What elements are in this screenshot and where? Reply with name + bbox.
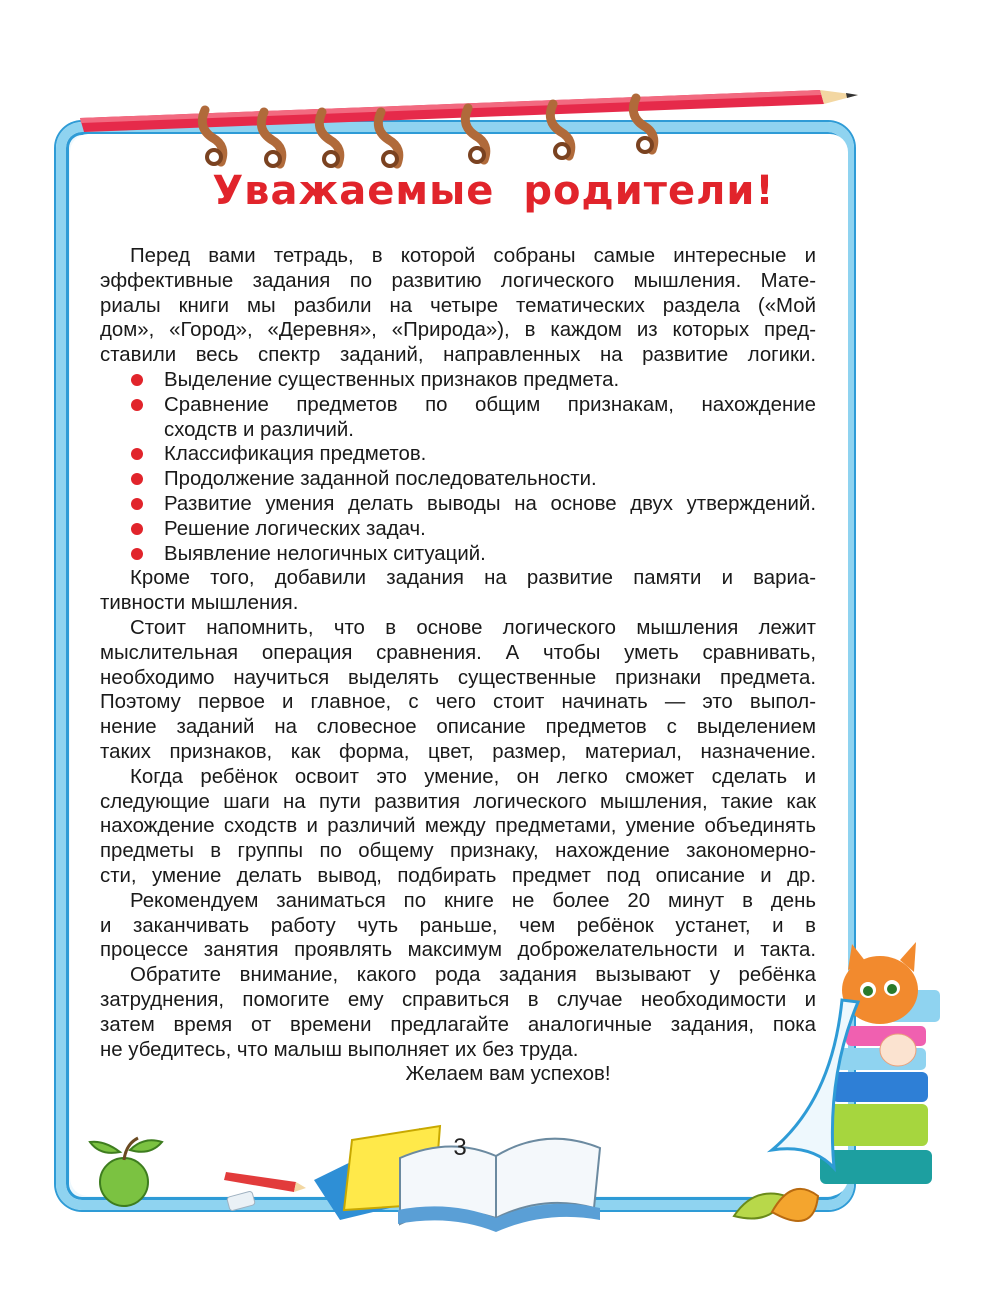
text-line: затруднения, помогите ему справиться в случае необходимости и xyxy=(100,988,816,1011)
apple-icon xyxy=(90,1138,162,1206)
text-line: сти, умение делать вывод, подбирать предмет под описание и др. xyxy=(100,864,816,887)
text-line: процессе занятия проявлять максимум доброжелательности и такта. xyxy=(100,939,816,962)
list-item-text: Развитие умения делать выводы на основе двух утверждений. xyxy=(164,492,816,515)
text-line: и заканчивать работу чуть раньше, чем ребёнок устанет, и в xyxy=(100,914,816,937)
text-line: таких признаков, как форма, цвет, размер, материал, назначение. xyxy=(100,740,816,763)
list-item-text: Классификация предметов. xyxy=(164,443,427,466)
text-line: предметы в группы по общему признаку, нахождение закономерно- xyxy=(100,840,816,863)
text-line: Поэтому первое и главное, с чего стоит начинать — это выпол- xyxy=(100,691,816,714)
list-item-text: Решение логических задач. xyxy=(164,517,426,540)
text-line: дом», «Город», «Деревня», «Природа»), в каждом из которых пред- xyxy=(100,319,816,342)
text-line: Перед вами тетрадь, в которой собраны самые интересные и xyxy=(130,245,816,267)
text-line: эффективные задания по развитию логического мышления. Мате- xyxy=(100,269,816,292)
list-item-text: Выявление нелогичных ситуаций. xyxy=(164,542,486,565)
text-line: Обратите внимание, какого рода задания вызывают у ребёнка xyxy=(130,964,816,987)
text-line: затем время от времени предлагайте аналогичные задания, пока xyxy=(100,1013,816,1036)
list-item-text: Продолжение заданной последовательности. xyxy=(164,468,597,491)
text-line: риалы книги мы разбили на четыре тематических раздела («Мой xyxy=(100,294,816,317)
text-line: мыслительная операция сравнения. А чтобы уметь сравнивать, xyxy=(100,641,816,664)
eraser-icon xyxy=(224,1172,306,1211)
text-line: Стоит напомнить, что в основе логического мышления лежит xyxy=(130,616,816,639)
list-item-text: Сравнение предметов по общим признакам, нахождение xyxy=(164,393,816,416)
list-item-continuation: сходств и различий. xyxy=(164,418,354,441)
list-item-text: Выделение существенных признаков предмета. xyxy=(164,368,620,391)
page-number: 3 xyxy=(453,1134,467,1161)
text-line: нахождение сходств и различий между предметами, умение объединять xyxy=(100,815,816,838)
leaf-icon xyxy=(734,1189,818,1221)
text-line: Кроме того, добавили задания на развитие памяти и вариа- xyxy=(130,567,816,590)
text-line: необходимо научиться выделять существенные признаки предмета. xyxy=(100,666,816,689)
closing-line: Желаем вам успехов! xyxy=(405,1063,611,1086)
text-line: следующие шаги на пути развития логического мышления, такие как xyxy=(100,790,816,813)
text-line: нение заданий на словесное описание предметов с выделением xyxy=(100,716,816,739)
text-line: ставили весь спектр заданий, направленных на развитие логики. xyxy=(100,344,816,367)
text-line: тивности мышления. xyxy=(100,592,299,615)
text-line: не убедитесь, что малыш выполняет их без труда. xyxy=(100,1038,579,1061)
text-line: Рекомендуем заниматься по книге не более 20 минут в день xyxy=(130,889,816,912)
page-title: Уважаемые родители! xyxy=(212,168,775,214)
text-line: Когда ребёнок освоит это умение, он легко сможет сделать и xyxy=(130,765,816,788)
